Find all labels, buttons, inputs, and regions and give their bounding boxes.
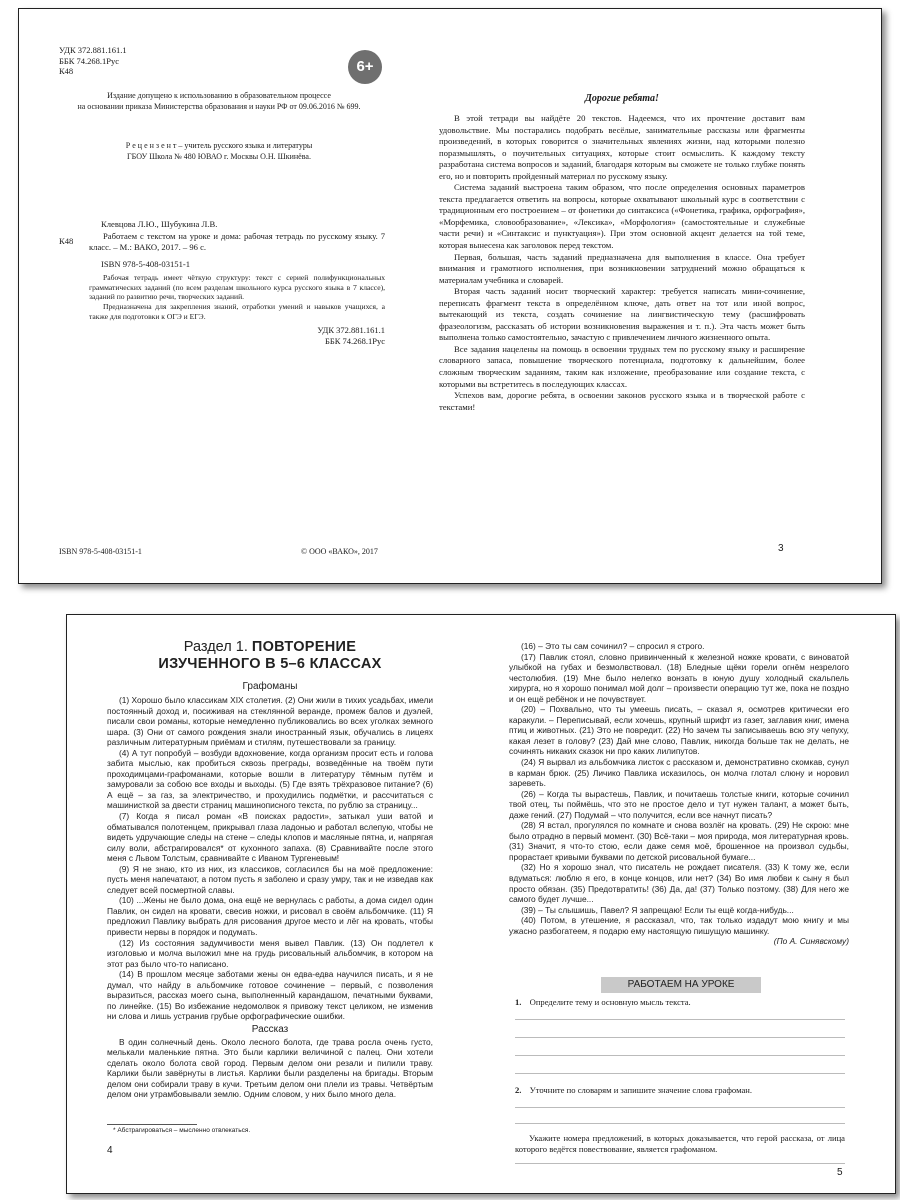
intro-title: Дорогие ребята! bbox=[585, 93, 659, 104]
reviewer-notice bbox=[59, 141, 379, 162]
story-text bbox=[107, 695, 433, 1100]
bbk-code: ББК 74.268.1Рус bbox=[324, 335, 385, 346]
footer-isbn: ISBN 978-5-408-03151-1 bbox=[59, 547, 142, 556]
text-title: Рассказ bbox=[251, 1023, 289, 1035]
answer-line[interactable] bbox=[515, 1055, 845, 1056]
story-paragraph: (10) ...Жены не было дома, она ещё не вернулась с работы, а дома сидел один Павлик, он сидел на кровати, свесив ножки, и рисовал в своём альбомчике. (11) Я предложил Павлику выбрать для рисования другое место и лёг на кровать, чтобы привести нервы в порядок и подумать. bbox=[107, 895, 433, 938]
story-paragraph: (16) – Это ты сам сочинил? – спросил я строго. bbox=[521, 641, 705, 651]
story-paragraph: (9) Я не знаю, кто из них, из классиков, согласился бы на моё предложение: пусть меня напечатают, а потом пусть я заболею и сразу умру, так и не изведав как следует всей посмертной славы. bbox=[107, 863, 433, 895]
story-paragraph: (39) – Ты слышишь, Павел? Я запрещаю! Если ты ещё когда-нибудь... bbox=[521, 904, 794, 915]
work-section-header: РАБОТАЕМ НА УРОКЕ bbox=[601, 977, 761, 993]
udk-code: УДК 372.881.161.1 bbox=[59, 45, 127, 55]
story-paragraph: (4) А тут попробуй – возбуди вдохновение, когда организм просит есть и голова забита мыслью, как пробиться сквозь преграды, возведённые на твоём пути проходимцами-графоманами, которые вошли в литературу тёмным путём и замуровали за собою все входы и выходы. (5) Где взять трёхразовое питание? (6) А ещё – за газ, за электричество, и прохудились подмётки, и рассчитаться с машинисткой за двести страниц машинописного текста, по рублю за страницу... bbox=[107, 747, 433, 811]
story-paragraph: (20) – Похвально, что ты умеешь писать, – сказал я, осмотрев критически его каракули. – Переписывай, если хочешь, крупный шрифт из газет, заглавия книг, имена птиц и животных. (21) Это не повредит. (22) Но зачем ты записываешь всю эту чепуху, какая лезет в голову? (23) Дай мне слово, Павлик, никогда больше так не делать, не сочинять никаких сказок ни про каких лилипутов. bbox=[509, 704, 849, 757]
intro-paragraph: Система заданий выстроена таким образом, что после определения основных параметров текста предлагается ответить на вопросы, которые охватывают школьный курс в соответствии с традиционным его построением – от фонетики до синтаксиса («Фонетика, графика, орфография», «Морфемика, словообразование», «Лексика», «Морфология» (самостоятельные и служебные части речи) и «Синтаксис и пунктуация»). При этом основной акцент делается на той теме, которая вынесена как заголовок перед текстом. bbox=[439, 182, 805, 251]
section-title-line: ПОВТОРЕНИЕ bbox=[251, 639, 357, 655]
answer-line[interactable] bbox=[515, 1163, 845, 1164]
story-paragraph: В один солнечный день. Около лесного болота, где трава росла очень густо, мелькали маленькие пятна. Это были карлики величиной с палец. Они хотели сделать около болота свой город. Первым делом они резали и пилили траву. Карлики были завёрнуты в листья. Карлики были разделены на бригады. Вторым делом они собирали траву в кучи. Третьим делом они плели из травы. Четвёртым делом они утрамбовывали землю. Одним словом, у них было много дела. bbox=[107, 1036, 433, 1100]
story-paragraph: (14) В прошлом месяце заботами жены он едва-едва научился писать, и я не думал, что найду в альбомчике готовое сочинение – первый, с позволения выразиться, рассказ моего сына, выполненный карандашом, печатными буквами, по линейке. (15) Во избежание недомолвок я привожу текст целиком, не изменив ни слова и лишь устранив грубые орфографические ошибки. bbox=[107, 969, 433, 1022]
catalog-authors: Клевцова Л.Ю., Шубукина Л.В. bbox=[101, 219, 218, 229]
permit-notice bbox=[59, 91, 379, 112]
section-title bbox=[107, 639, 433, 673]
story-paragraph: (40) Потом, в утешение, я рассказал, что, так только издадут мою книгу и мы ужасно разбогатеем, я подарю ему настоящую пишущую машинку. bbox=[509, 915, 849, 936]
answer-line[interactable] bbox=[515, 1019, 845, 1020]
page-number: 5 bbox=[837, 1167, 843, 1178]
answer-line[interactable] bbox=[515, 1073, 845, 1074]
story-paragraph: (28) Я встал, прогулялся по комнате и снова возлёг на кровать. (29) Не скрою: мне было отрадно в первый момент. (30) Всё-таки – моя природа, моя литературная кровь. (31) Значит, я что-то стою, если даже семя моё, брошенное на произвол судьбы, прорастает кривыми буквами по детской рисовальной бумаге... bbox=[509, 820, 849, 862]
text-title: Графоманы bbox=[242, 681, 298, 692]
footnote: * Абстрагироваться – мысленно отвлекаться. bbox=[113, 1127, 251, 1134]
answer-line[interactable] bbox=[515, 1037, 845, 1038]
story-paragraph: (26) – Когда ты вырастешь, Павлик, и почитаешь толстые книги, которые сочинил твой отец, ты поймёшь, что это не простое дело и тут нужен талант, а может быть, даже гений. (27) Подумай – что получится, если все начнут писать? bbox=[509, 788, 849, 820]
story-continued bbox=[509, 641, 849, 947]
story-paragraph: (32) Но я хорошо знал, что писатель не рождает писателя. (33) К тому же, если вдуматься: люблю я его, в конце концов, или нет? (34) Во имя любви к сыну я был просто обязан. (35) Предотвратить! (36) Да, да! (37) Только поэтому. (38) Для него же самого будет лучше... bbox=[509, 862, 849, 905]
attribution: (По А. Синявскому) bbox=[773, 936, 849, 947]
catalog-code: К48 bbox=[59, 236, 74, 246]
permit-line: Издание допущено к использованию в образовательном процессе bbox=[107, 91, 331, 100]
bbk-code: ББК 74.268.1Рус bbox=[59, 55, 120, 66]
page-number: 3 bbox=[778, 543, 784, 554]
section-title-line: ИЗУЧЕННОГО В 5–6 КЛАССАХ bbox=[158, 656, 382, 672]
bottom-page-spread bbox=[66, 614, 896, 1194]
story-paragraph: (1) Хорошо было классикам XIX столетия. (2) Они жили в тихих усадьбах, имели постоянный доход и, посиживая на стеклянной веранде, промеж балов и дуэлей, писали свои романы, которые немедленно публиковались во всех уголках земного шара. (3) Они от самого рождения знали иностранный язык, обучались в лицеях различным литературным приёмам и стилям, путешествовали за границу. bbox=[107, 695, 433, 748]
intro-paragraph: Успехов вам, дорогие ребята, в освоении законов русского языка и в творческой работе с текстами! bbox=[439, 390, 805, 412]
story-paragraph: (17) Павлик стоял, словно привинченный к железной ножке кровати, с виноватой улыбкой на губах и безмолвствовал. (18) Бледные щёки горели огнём незрелого честолюбия. (19) Мне было нелегко вонзать в юную душу холодный скальпель хирурга, но я хорошо понимал мой долг – произвести операцию тут же, пока не поздно и он ещё ребёнок и не почувствует. bbox=[509, 651, 849, 704]
udk-block bbox=[59, 45, 127, 77]
intro-body bbox=[439, 113, 805, 413]
catalog-purpose: Предназначена для закрепления знаний, отработки умений и навыков учащихся, а также для подготовки к ОГЭ и ЕГЭ. bbox=[89, 302, 385, 321]
task-number: 1. bbox=[515, 997, 522, 1007]
catalog-isbn: ISBN 978-5-408-03151-1 bbox=[101, 259, 191, 269]
intro-paragraph: Вторая часть заданий носит творческий характер: требуется написать мини-сочинение, переписать фрагмент текста в определённом ключе, дать ответ на тот или иной вопрос, вытекающий из текста, создать сочинение на лингвистическую тему (расшифровать фразеологизм, рассказать об истории возникновения выражения и т. п.). Эта часть может быть выполнена только самостоятельно, зачастую с привлечением личного жизненного опыта. bbox=[439, 286, 805, 343]
age-rating-badge: 6+ bbox=[348, 50, 382, 84]
catalog-abstract: Рабочая тетрадь имеет чёткую структуру: текст с серией полифункциональных грамматических заданий (по всем разделам школьного курса русского языка в 7 классе), заданий по развитию речи, творческих заданий. bbox=[89, 273, 385, 302]
answer-line[interactable] bbox=[515, 1107, 845, 1108]
task-text: Определите тему и основную мысль текста. bbox=[529, 997, 691, 1007]
section-prefix: Раздел 1. bbox=[183, 639, 248, 655]
task-number: 2. bbox=[515, 1085, 522, 1095]
story-paragraph: (24) Я вырвал из альбомчика листок с рассказом и, демонстративно скомкав, сунул в карман брюк. (25) Личико Павлика исказилось, он молча глотал слюну и норовил зареветь. bbox=[509, 757, 849, 789]
answer-line[interactable] bbox=[515, 1123, 845, 1124]
author-mark: К48 bbox=[59, 66, 74, 76]
reviewer-line: Р е ц е н з е н т – учитель русского языка и литературы bbox=[125, 141, 313, 150]
intro-paragraph: В этой тетради вы найдёте 20 текстов. Надеемся, что их прочтение доставит вам удовольствие. Мы постарались подобрать весёлые, занимательные рассказы или фрагменты произведений, в которых говорится о значительных явлениях жизни, над которыми полезно поразмышлять, о поучительных ситуациях, которые стоит осмыслить. К каждому тексту разработана система вопросов и заданий, благодаря которым вы сможете не только глубже понять его, но и повторить пройденный материал по русскому языку. bbox=[439, 113, 805, 181]
story-paragraph: (7) Когда я писал роман «В поисках радости», затыкал уши ватой и обматывался полотенцем, прикрывал глаза ладонью и работал вслепую, чтобы не видеть удручающие следы на стене – следы клопов и масляные пятна, и, напрягая силу воли, абстрагировался* от кухонного запаха. (8) Сравнивайте после этого меня с Львом Толстым, сравнивайте с Иваном Тургеневым! bbox=[107, 811, 433, 864]
permit-line: на основании приказа Министерства образования и науки РФ от 09.06.2016 № 699. bbox=[77, 101, 361, 111]
page-number: 4 bbox=[107, 1145, 113, 1156]
task-2 bbox=[515, 1085, 845, 1096]
footer-copyright: © ООО «ВАКО», 2017 bbox=[301, 547, 378, 556]
top-page-spread bbox=[18, 8, 882, 584]
reviewer-line: ГБОУ Школа № 480 ЮВАО г. Москвы О.Н. Шкинёва. bbox=[127, 151, 311, 161]
task-text: Уточните по словарям и запишите значение слова графоман. bbox=[529, 1085, 753, 1095]
intro-paragraph: Все задания нацелены на помощь в освоении трудных тем по русскому языку и расширение словарного запаса, повышение творческого потенциала, подготовку к дальнейшим, более сложным творческим заданиям, таким как изложение, преобразование или создание текста, с которыми вы встретитесь в последующих классах. bbox=[439, 343, 805, 389]
intro-paragraph: Первая, большая, часть заданий предназначена для выполнения в классе. Она требует внимания и грамотного исполнения, при возникновении затруднений можно обращаться к материалам учебника и словарей. bbox=[439, 251, 805, 285]
udk-code: УДК 372.881.161.1 bbox=[317, 325, 385, 335]
story-paragraph: (12) Из состояния задумчивости меня вывел Павлик. (13) Он подлетел к изголовью и молча выложил мне на грудь рисовальный альбомчик, в котором на этот раз было что-то написано. bbox=[107, 937, 433, 969]
task-1 bbox=[515, 997, 845, 1008]
catalog-description: Работаем с текстом на уроке и дома: рабочая тетрадь по русскому языку. 7 класс. – М.: ВАКО, 2017. – 96 с. bbox=[89, 231, 385, 253]
udk-repeat bbox=[259, 325, 385, 346]
task-3: Укажите номера предложений, в которых доказывается, что герой рассказа, от лица которого ведётся повествование, является графоманом. bbox=[515, 1133, 845, 1154]
footnote-rule bbox=[107, 1124, 197, 1125]
